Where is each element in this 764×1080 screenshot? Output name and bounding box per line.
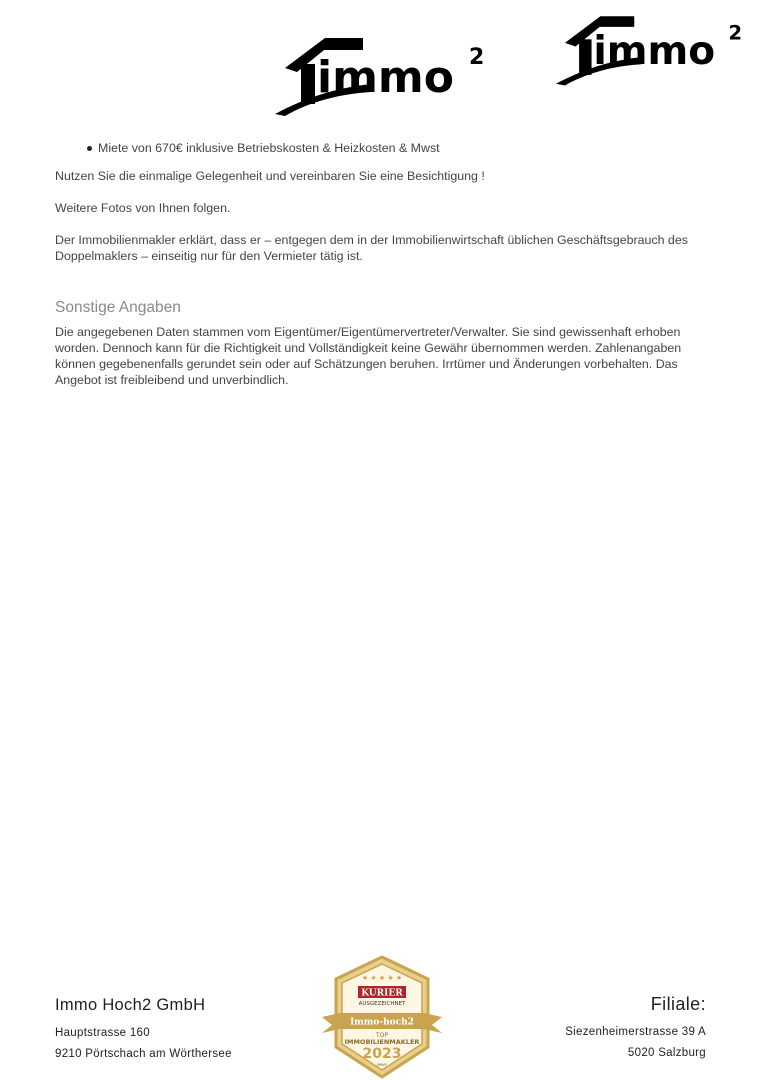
company-name: Immo Hoch2 GmbH [55,996,206,1014]
paragraph-photos: Weitere Fotos von Ihnen folgen. [55,201,231,215]
paragraph-disclaimer: Die angegebenen Daten stammen vom Eigentümer/Eigentümervertreter/Verwalter. Sie sind gewissenhaft erhoben worden. Dennoch kann für die Richtigkeit und Vollständigkeit keine Gewähr übernommen werden. Zahlenangaben können gegebenenfalls gerundet sein oder auf Schätzungen beruhen. Irrtümer und Änderungen vorbehalten. Das Angebot ist freibleibend und unverbindlich. [55,325,682,387]
svg-text:Immo-hoch2: Immo-hoch2 [350,1017,414,1028]
svg-text:2: 2 [728,21,743,45]
star-row-icon [362,974,402,982]
svg-text:IMWF: IMWF [377,1063,387,1067]
award-badge [320,955,444,1079]
company-street: Hauptstrasse 160 [55,1027,150,1039]
svg-text:KURIER: KURIER [361,988,403,999]
svg-text:2: 2 [469,45,485,70]
svg-text:immo: immo [593,29,716,75]
branch-street: Siezenheimerstrasse 39 A [565,1026,706,1038]
paragraph-broker: Der Immobilienmakler erklärt, dass er – entgegen dem in der Immobilienwirtschaft üblichen Geschäftsgebrauch des Doppelmaklers – einseitig nur für den Vermieter tätig ist. [55,233,688,263]
document-body [55,140,710,404]
svg-text:★ ★ ★ ★ ★: ★ ★ ★ ★ ★ [361,974,403,982]
bullet-item-rent: Miete von 670€ inklusive Betriebskosten & Heizkosten & Mwst [98,140,710,156]
svg-text:TOP: TOP [375,1032,389,1039]
company-city: 9210 Pörtschach am Wörthersee [55,1048,232,1060]
immo2-logo-center [275,36,491,116]
bullet-list [55,140,710,156]
section-title: Sonstige Angaben [55,299,181,316]
paragraph-opportunity: Nutzen Sie die einmalige Gelegenheit und vereinbaren Sie eine Besichtigung ! [55,169,485,183]
immo2-logo-right [556,14,748,86]
branch-label: Filiale: [650,994,706,1014]
branch-city: 5020 Salzburg [627,1047,706,1059]
svg-text:IMMOBILIENMAKLER: IMMOBILIENMAKLER [344,1038,420,1046]
footer-company-address [55,996,232,1069]
svg-text:immo: immo [317,52,455,103]
house-logo-icon [556,14,748,86]
svg-text:AUSGEZEICHNET: AUSGEZEICHNET [358,1001,406,1007]
svg-text:2023: 2023 [362,1046,402,1062]
house-logo-icon [275,36,491,116]
footer-branch-address [565,994,706,1068]
